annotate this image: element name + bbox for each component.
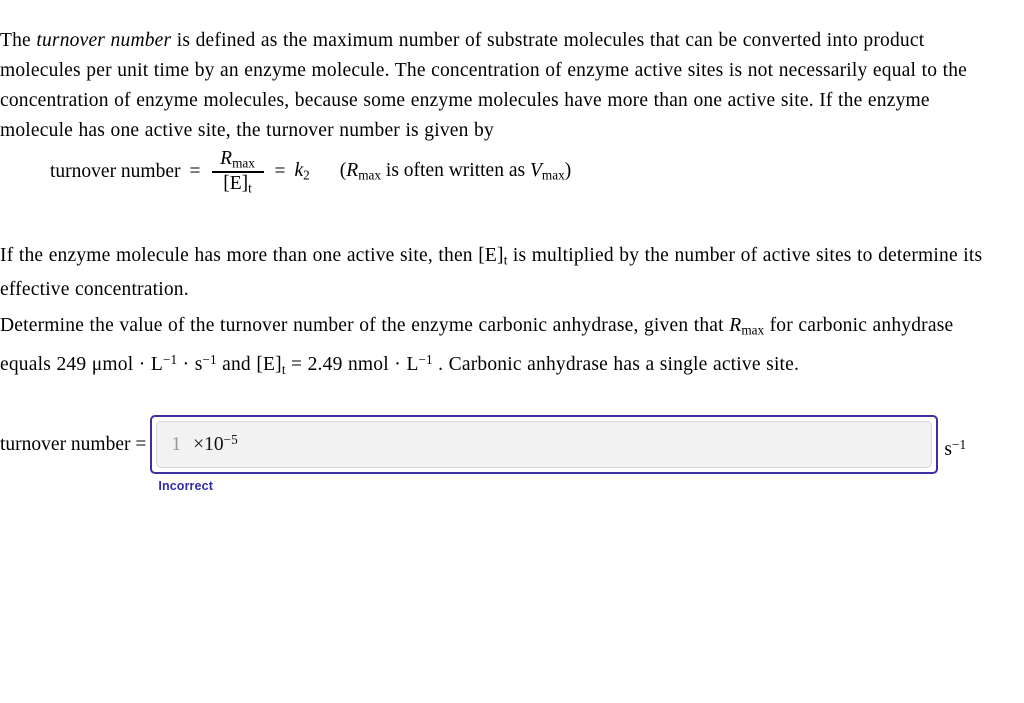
rmax-subscript: max xyxy=(232,155,255,171)
rmax-symbol: R xyxy=(220,147,233,169)
turnover-number-equation xyxy=(50,146,571,198)
note-middle-text: is often written as xyxy=(381,160,530,182)
rmax-over-et-fraction xyxy=(212,149,264,196)
problem-rmax-symbol: R xyxy=(729,314,742,336)
answer-scientific-notation xyxy=(193,432,238,456)
answer-units-base: s xyxy=(944,439,952,461)
note-open-paren: ( xyxy=(339,160,347,182)
answer-mantissa-value[interactable]: 1 xyxy=(171,433,182,455)
multi-site-subscript-t: t xyxy=(503,252,508,268)
answer-power-exponent: −5 xyxy=(223,432,238,448)
answer-units-exponent: −1 xyxy=(951,437,967,452)
problem-enzyme-subscript: t xyxy=(281,362,286,377)
problem-text-part5: = 2.49 nmol · L xyxy=(285,354,419,376)
equation-label: turnover number xyxy=(50,161,181,183)
problem-text-part3: · s xyxy=(177,354,203,376)
multi-site-text-part2: is multiplied by the number of active sites to determine its effective concentration. xyxy=(0,244,983,301)
problem-text-part6: . Carbonic anhydrase has a single active site. xyxy=(432,354,800,376)
multi-site-text-part1: If the enzyme molecule has more than one active site, then [E] xyxy=(0,244,504,266)
problem-rmax-term xyxy=(729,315,764,336)
answer-label: turnover number = xyxy=(0,434,147,455)
enzyme-liter-exponent: −1 xyxy=(418,352,433,368)
equation-equals-sign-1: = xyxy=(189,161,201,183)
note-rmax-subscript: max xyxy=(358,167,382,183)
status-badge-incorrect: Incorrect xyxy=(158,479,213,493)
problem-text-part2: for carbonic anhydrase equals 249 μmol · L xyxy=(0,314,954,376)
answer-entry-row xyxy=(0,415,1024,493)
fraction-numerator xyxy=(216,149,259,172)
enzyme-concentration-subscript: t xyxy=(248,180,252,196)
problem-statement-paragraph xyxy=(0,311,1000,386)
answer-input-box[interactable] xyxy=(150,415,938,474)
answer-power-base: ×10 xyxy=(193,434,224,456)
k-subscript: 2 xyxy=(303,167,310,183)
equation-note xyxy=(340,160,571,184)
answer-input-field[interactable] xyxy=(156,421,932,468)
intro-paragraph xyxy=(0,26,998,146)
note-vmax-subscript: max xyxy=(541,167,565,183)
note-rmax-symbol: R xyxy=(346,160,359,182)
answer-field-wrapper xyxy=(150,415,938,493)
answer-units xyxy=(938,415,966,480)
intro-text-part1: The xyxy=(0,29,37,51)
note-close-paren: ) xyxy=(564,160,572,182)
problem-text-part1: Determine the value of the turnover number of the enzyme carbonic anhydrase, given that xyxy=(0,314,730,336)
k-symbol: k xyxy=(294,160,304,182)
multi-site-paragraph xyxy=(0,241,996,306)
problem-rmax-subscript: max xyxy=(741,322,765,338)
note-vmax-symbol: V xyxy=(529,160,542,182)
enzyme-concentration-symbol: [E] xyxy=(223,172,249,194)
problem-text-part4: and [E] xyxy=(216,354,282,376)
k2-term xyxy=(295,160,310,184)
fraction-denominator xyxy=(219,173,256,196)
turnover-number-emphasis: turnover number xyxy=(36,29,172,51)
rmax-liter-exponent: −1 xyxy=(163,352,178,368)
rmax-second-exponent: −1 xyxy=(202,352,217,368)
equation-equals-sign-2: = xyxy=(274,161,286,183)
intro-text-part2: is defined as the maximum number of substrate molecules that can be converted into product molecules per unit time by an enzyme molecule. The concentration of enzyme active sites is not necessarily equal to the concentration of enzyme molecules, because some enzyme molecules have more than one active site. If the enzyme molecule has one active site, the turnover number is given by xyxy=(0,29,968,141)
